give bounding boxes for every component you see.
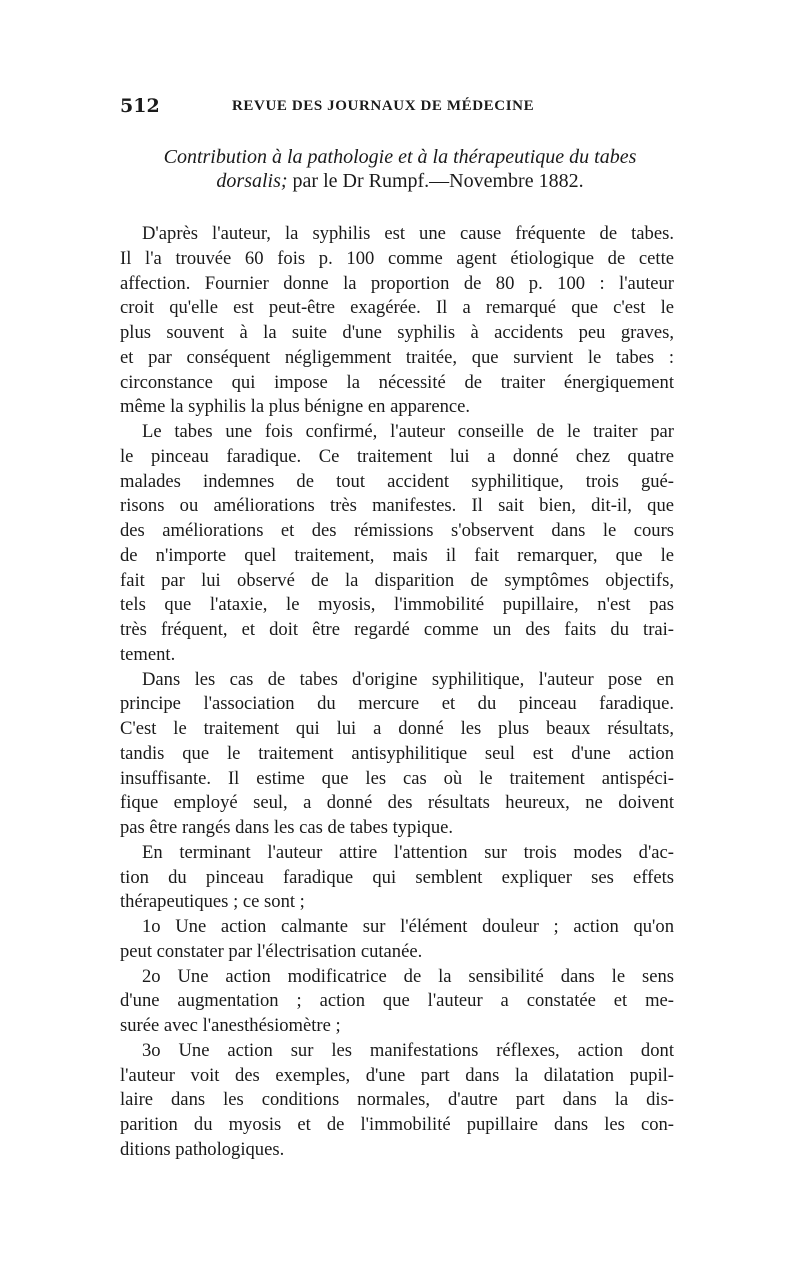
article-body (120, 222, 674, 1163)
body-line: D'après l'auteur, la syphilis est une cause fréquente de tabes. (142, 223, 674, 244)
body-line: tion du pinceau faradique qui semblent expliquer ses effets (120, 866, 674, 888)
body-line: Dans les cas de tabes d'origine syphilitique, l'auteur pose en (142, 668, 674, 690)
page-number: 512 (120, 95, 160, 117)
body-line: tement. (120, 643, 176, 665)
body-line: et par conséquent négligemment traitée, que survient le tabes : (120, 346, 674, 368)
body-line: tandis que le traitement antisyphilitique seul est d'une action (120, 742, 674, 764)
body-line: ditions pathologiques. (120, 1138, 285, 1160)
body-line: En terminant l'auteur attire l'attention sur trois modes d'ac- (142, 841, 674, 863)
body-line: affection. Fournier donne la proportion de 80 p. 100 : l'auteur (120, 272, 674, 294)
body-line: même la syphilis la plus bénigne en apparence. (120, 396, 471, 418)
body-line: d'une augmentation ; action que l'auteur a constatée et me- (120, 990, 674, 1012)
article-title-italic-part: dorsalis; (216, 170, 288, 192)
article-title (120, 145, 680, 193)
body-line: principe l'association du mercure et du pinceau faradique. (120, 693, 674, 715)
body-line: 3o Une action sur les manifestations réflexes, action dont (142, 1039, 674, 1061)
page-header (120, 95, 680, 119)
article-title-byline: par le Dr Rumpf.—Novembre 1882. (287, 170, 584, 192)
body-line: fait par lui observé de la disparition de symptômes objectifs, (120, 569, 674, 591)
article-title-line-1: Contribution à la pathologie et à la thérapeutique du tabes (163, 146, 637, 168)
body-line: pas être rangés dans les cas de tabes typique. (120, 817, 454, 838)
body-line: l'auteur voit des exemples, d'une part dans la dilatation pupil- (120, 1064, 674, 1086)
body-line: le pinceau faradique. Ce traitement lui a donné chez quatre (120, 445, 674, 467)
body-line: risons ou améliorations très manifestes. Il sait bien, dit-il, que (120, 495, 674, 517)
body-line: fique employé seul, a donné des résultats heureux, ne doivent (120, 792, 674, 814)
running-head: REVUE DES JOURNAUX DE MÉDECINE (232, 98, 535, 114)
body-line: 1o Une action calmante sur l'élément douleur ; action qu'on (142, 916, 674, 937)
article-title-line-2 (120, 169, 680, 193)
body-line: laire dans les conditions normales, d'autre part dans la dis- (120, 1089, 674, 1111)
body-line: très fréquent, et doit être regardé comme un des faits du trai- (120, 619, 674, 640)
body-line: parition du myosis et de l'immobilité pupillaire dans les con- (120, 1114, 674, 1135)
body-line: surée avec l'anesthésiomètre ; (120, 1015, 341, 1036)
body-line: thérapeutiques ; ce sont ; (120, 891, 305, 913)
body-line: Le tabes une fois confirmé, l'auteur conseille de le traiter par (142, 421, 674, 442)
body-line: malades indemnes de tout accident syphilitique, trois gué- (120, 470, 674, 492)
body-line: de n'importe quel traitement, mais il fait remarquer, que le (120, 544, 674, 566)
body-line: insuffisante. Il estime que les cas où le traitement antispéci- (120, 767, 674, 789)
body-line: circonstance qui impose la nécessité de traiter énergiquement (120, 371, 674, 393)
body-line: tels que l'ataxie, le myosis, l'immobilité pupillaire, n'est pas (120, 594, 674, 616)
body-line: des améliorations et des rémissions s'observent dans le cours (120, 520, 674, 541)
body-line: C'est le traitement qui lui a donné les plus beaux résultats, (120, 718, 674, 739)
body-line: croit qu'elle est peut-être exagérée. Il a remarqué que c'est le (120, 297, 674, 319)
body-line: plus souvent à la suite d'une syphilis à accidents peu graves, (120, 322, 674, 343)
body-line: 2o Une action modificatrice de la sensibilité dans le sens (142, 965, 674, 987)
body-line: Il l'a trouvée 60 fois p. 100 comme agent étiologique de cette (120, 247, 674, 269)
body-line: peut constater par l'électrisation cutanée. (120, 940, 423, 962)
